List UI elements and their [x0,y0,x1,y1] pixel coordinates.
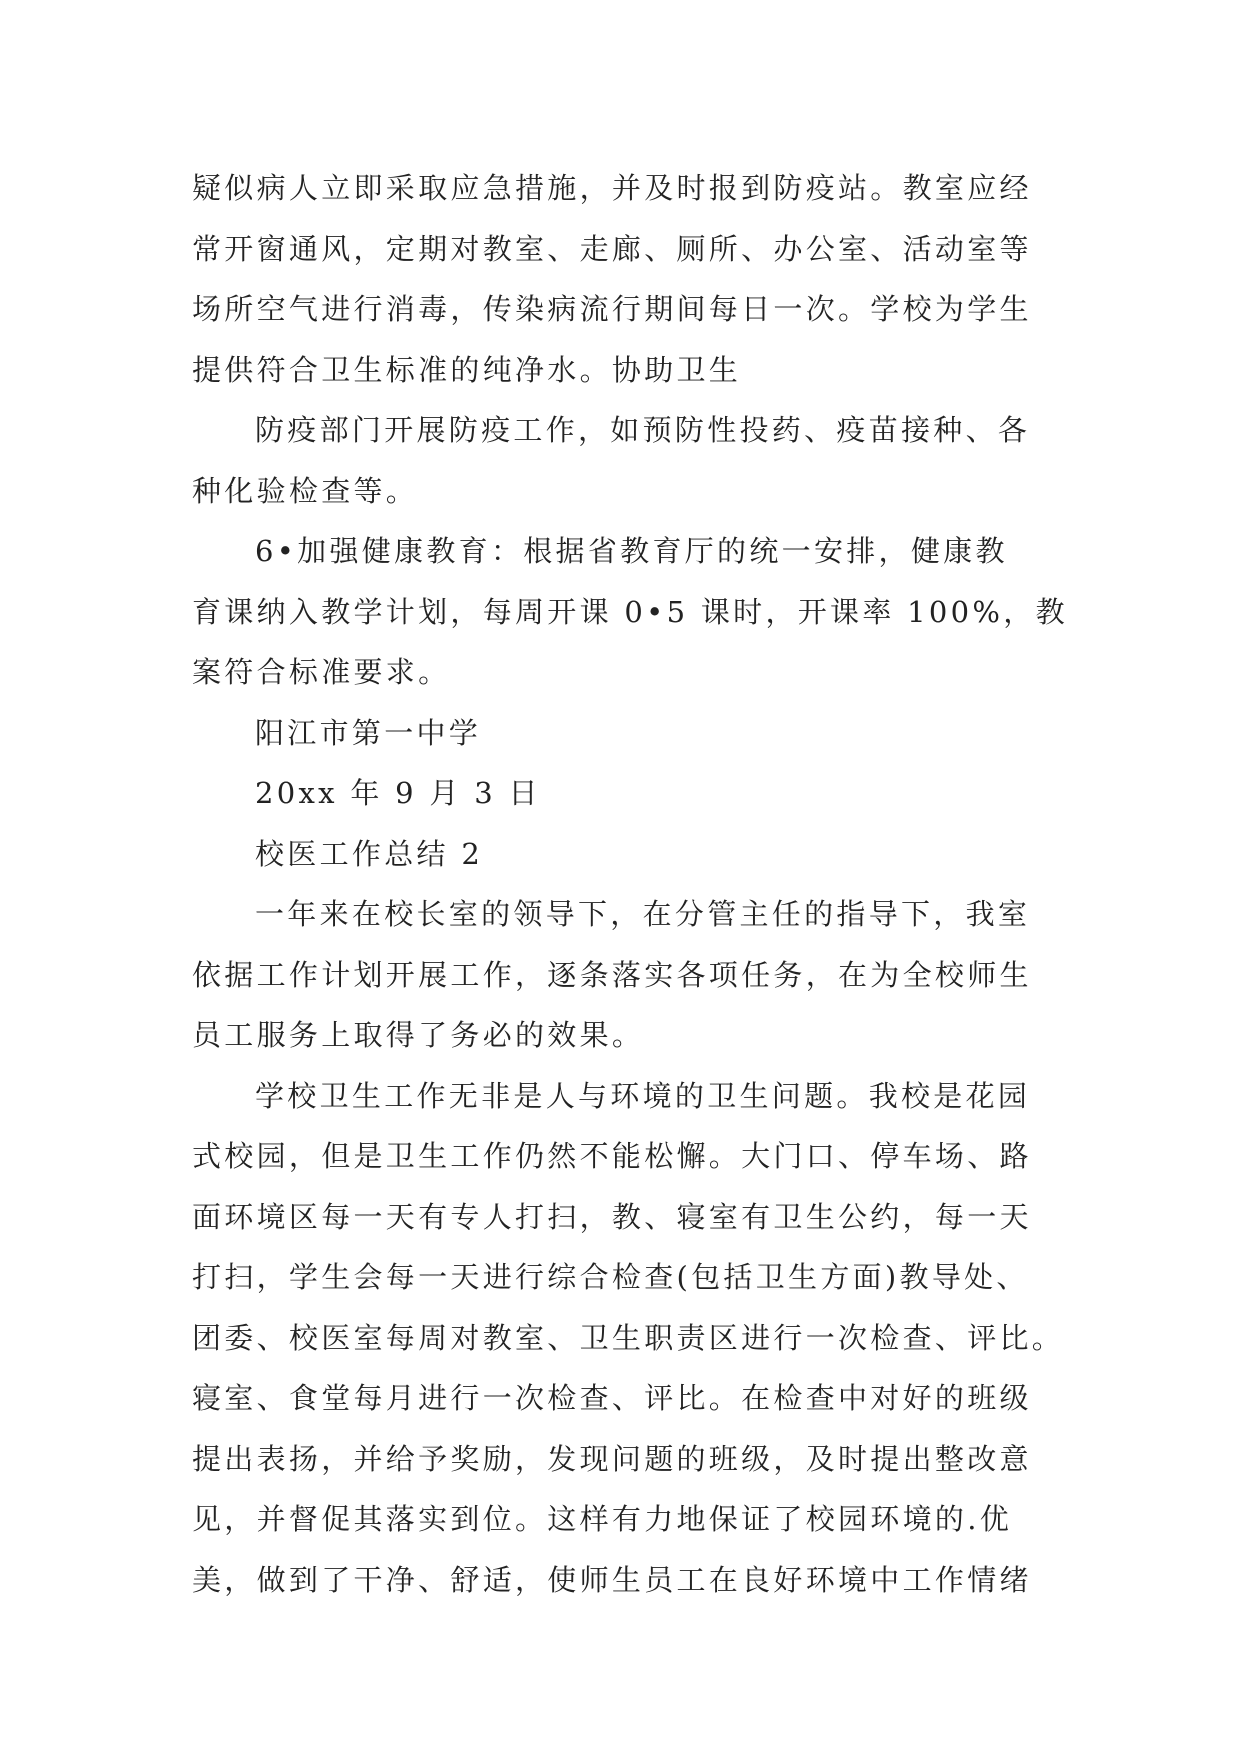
text-line: 学校卫生工作无非是人与环境的卫生问题。我校是花园 [255,1078,1031,1113]
text-line: 种化验检查等。 [192,473,419,508]
text-line: 提出表扬，并给予奖励，发现问题的班级，及时提出整改意 [192,1441,1032,1476]
text-line: 20xx 年 9 月 3 日 [255,776,541,810]
text-line: 疑似病人立即采取应急措施，并及时报到防疫站。教室应经 [192,171,1032,205]
text-line: 场所空气进行消毒，传染病流行期间每日一次。学校为学生 [192,292,1032,326]
text-line: 式校园，但是卫生工作仍然不能松懈。大门口、停车场、路 [192,1139,1032,1173]
text-line: 阳江市第一中学 [255,715,482,750]
text-line: 校医工作总结 2 [255,836,484,871]
text-line: 6•加强健康教育：根据省教育厅的统一安排，健康教 [255,534,1008,568]
text-line: 见，并督促其落实到位。这样有力地保证了校园环境的.优 [192,1502,1013,1536]
text-line: 防疫部门开展防疫工作，如预防性投药、疫苗接种、各 [255,413,1031,447]
text-line: 一年来在校长室的领导下，在分管主任的指导下，我室 [255,897,1031,931]
text-line: 提供符合卫生标准的纯净水。协助卫生 [192,352,742,387]
text-line: 美，做到了干净、舒适，使师生员工在良好环境中工作情绪 [192,1562,1032,1597]
text-line: 案符合标准要求。 [192,655,451,689]
text-line: 依据工作计划开展工作，逐条落实各项任务，在为全校师生 [192,957,1032,992]
text-line: 常开窗通风，定期对教室、走廊、厕所、办公室、活动室等 [192,231,1032,266]
text-line: 团委、校医室每周对教室、卫生职责区进行一次检查、评比。 [192,1320,1065,1355]
text-line: 打扫，学生会每一天进行综合检查(包括卫生方面)教导处、 [192,1260,1029,1294]
text-line: 寝室、食堂每月进行一次检查、评比。在检查中对好的班级 [192,1381,1032,1415]
text-line: 育课纳入教学计划，每周开课 0•5 课时，开课率 100%，教 [192,594,1068,629]
text-line: 面环境区每一天有专人打扫，教、寝室有卫生公约，每一天 [192,1199,1032,1234]
document-body [192,158,1068,1610]
text-line: 员工服务上取得了务必的效果。 [192,1018,645,1052]
